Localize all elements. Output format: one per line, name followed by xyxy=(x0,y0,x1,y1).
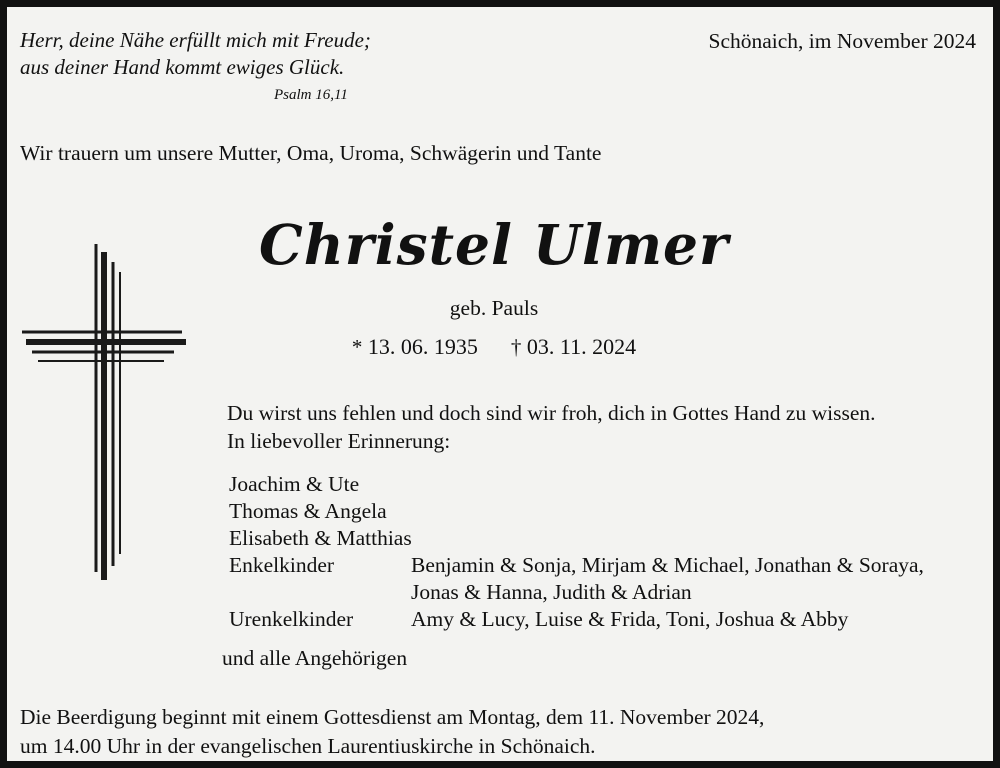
family-label: Enkelkinder xyxy=(229,553,335,577)
family-list xyxy=(229,471,989,633)
deceased-name: Christel Ulmer xyxy=(258,212,730,277)
deceased-maiden-name: geb. Pauls xyxy=(449,296,539,320)
memory-line-2: In liebevoller Erinnerung: xyxy=(227,429,451,453)
funeral-service-info xyxy=(20,703,980,761)
birth-date: 13. 06. 1935 xyxy=(367,334,478,359)
family-value: Benjamin & Sonja, Mirjam & Michael, Jonathan & Soraya, xyxy=(411,553,924,577)
christian-cross-icon xyxy=(14,214,189,589)
memory-text xyxy=(227,399,987,455)
memory-line-1: Du wirst uns fehlen und doch sind wir froh, dich in Gottes Hand zu wissen. xyxy=(227,401,876,425)
family-value: Jonas & Hanna, Judith & Adrian xyxy=(411,580,692,604)
list-item xyxy=(229,552,989,579)
death-date: 03. 11. 2024 xyxy=(526,334,637,359)
birth-symbol: * xyxy=(351,335,363,359)
family-label: Elisabeth & Matthias xyxy=(229,526,412,550)
family-tail-line: und alle Angehörigen xyxy=(222,646,408,670)
bible-verse xyxy=(20,27,540,81)
place-and-date: Schönaich, im November 2024 xyxy=(708,29,976,53)
list-item xyxy=(229,471,989,498)
bible-verse-line-1: Herr, deine Nähe erfüllt mich mit Freude; xyxy=(20,28,371,52)
list-item xyxy=(229,579,989,606)
family-label: Joachim & Ute xyxy=(229,472,360,496)
bible-verse-reference: Psalm 16,11 xyxy=(274,87,348,103)
mourning-line: Wir trauern um unsere Mutter, Oma, Uroma, Schwägerin und Tante xyxy=(20,141,602,165)
list-item xyxy=(229,498,989,525)
notice-content xyxy=(9,9,991,759)
bible-verse-line-2: aus deiner Hand kommt ewiges Glück. xyxy=(20,55,345,79)
life-dates xyxy=(214,334,774,360)
list-item xyxy=(229,606,989,633)
service-line-2: um 14.00 Uhr in der evangelischen Laurentiuskirche in Schönaich. xyxy=(20,734,596,758)
service-line-1: Die Beerdigung beginnt mit einem Gottesdienst am Montag, dem 11. November 2024, xyxy=(20,705,765,729)
family-value: Amy & Lucy, Luise & Frida, Toni, Joshua & Abby xyxy=(411,607,849,631)
family-label: Thomas & Angela xyxy=(229,499,387,523)
death-symbol: † xyxy=(510,335,522,359)
list-item xyxy=(229,525,989,552)
family-label: Urenkelkinder xyxy=(229,607,354,631)
